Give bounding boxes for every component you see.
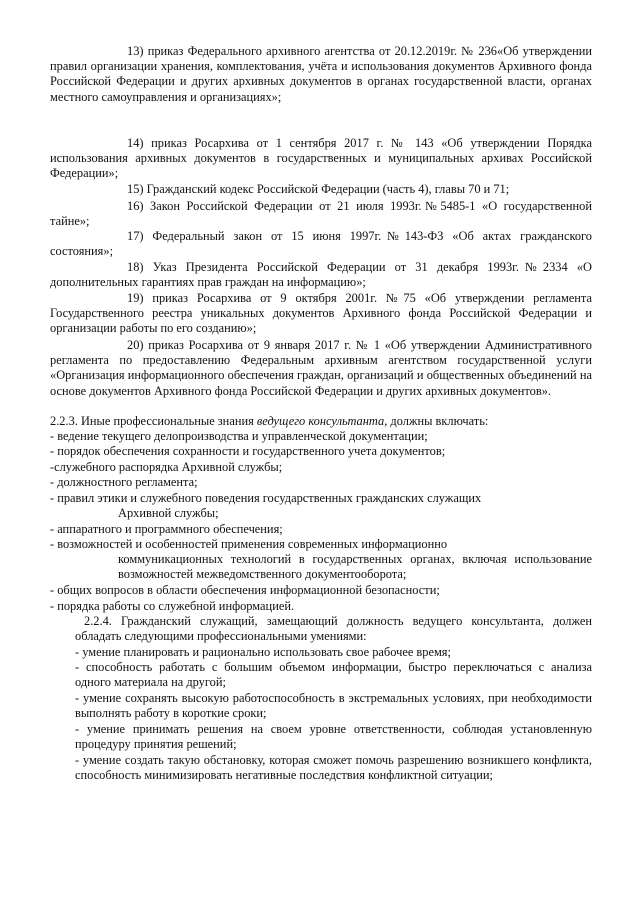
list-item-16: 16) Закон Российской Федерации от 21 июля 1993г.№5485-1 «О государственной тайне»; [50, 199, 592, 229]
knowledge-item-3: -служебного распорядка Архивной службы; [50, 460, 283, 474]
section-223-tail: должны включать: [387, 414, 489, 428]
skill-item-2: - способность работать с большим объемом информации, быстро переключаться с анализа одного материала на другой; [75, 660, 592, 690]
section-223-heading [50, 414, 592, 429]
list-item-20: 20) приказ Росархива от 9 января 2017 г. № 1 «Об утверждении Административного регламента по предоставлению Федеральным архивным агентством государственной услуги «Организация информационного обеспечения граждан, организаций и общественных объединений на основе документов Архивного фонда Российской Федерации и других архивных документов». [50, 338, 592, 398]
skill-item-1: - умение планировать и рационально использовать свое рабочее время; [75, 645, 451, 659]
knowledge-item-1: - ведение текущего делопроизводства и управленческой документации; [50, 429, 428, 443]
knowledge-item-5 [50, 491, 592, 521]
skill-item-3: - умение сохранять высокую работоспособность в экстремальных условиях, при необходимости выполнять работу в короткие сроки; [75, 691, 592, 721]
list-item-13: 13) приказ Федерального архивного агентства от 20.12.2019г. № 236«Об утверждении правил организации хранения, комплектования, учёта и использования документов Архивного фонда Российской Федерации и других архивных документов в органах государственной власти, органах местного самоуправления и организациях»; [50, 44, 592, 104]
role-title: ведущего консультанта, [256, 414, 388, 428]
knowledge-item-4: - должностного регламента; [50, 475, 198, 489]
list-item-17: 17) Федеральный закон от 15 июня 1997г.№143-ФЗ «Об актах гражданского состояния»; [50, 229, 592, 259]
knowledge-item-5-cont: Архивной службы; [118, 506, 219, 521]
knowledge-item-7 [50, 537, 592, 583]
list-item-14: 14) приказ Росархива от 1 сентября 2017 г. № 143 «Об утверждении Порядка использования архивных документов в государственных и муниципальных архивах Российской Федерации»; [50, 136, 592, 181]
list-item-19: 19) приказ Росархива от 9 октября 2001г. №75 «Об утверждении регламента Государственного реестра уникальных документов Архивного фонда Российской Федерации и организации работы по его созданию»; [50, 291, 592, 336]
skill-item-4: - умение принимать решения на своем уровне ответственности, соблюдая установленную процедуру принятия решений; [75, 722, 592, 752]
skill-item-5: - умение создать такую обстановку, которая сможет помочь разрешению возникшего конфликта, способность минимизировать негативные последствия конфликтной ситуации; [75, 753, 592, 783]
list-item-15: 15) Гражданский кодекс Российской Федерации (часть 4), главы 70 и 71; [127, 182, 510, 196]
section-224-intro: 2.2.4. Гражданский служащий, замещающий должность ведущего консультанта, должен обладать следующими профессиональными умениями: [75, 614, 592, 644]
knowledge-item-5-lead: - правил этики и служебного поведения государственных гражданских служащих [50, 491, 482, 505]
section-223-lead: 2.2.3. Иные профессиональные знания [50, 414, 257, 428]
list-item-18: 18) Указ Президента Российской Федерации от 31 декабря 1993г.№2334 «О дополнительных гарантиях прав граждан на информацию»; [50, 260, 592, 290]
knowledge-item-6: - аппаратного и программного обеспечения; [50, 522, 283, 536]
knowledge-item-7-lead: - возможностей и особенностей применения современных информационно [50, 537, 448, 551]
knowledge-item-9: - порядка работы со служебной информацией. [50, 599, 295, 613]
knowledge-item-8: - общих вопросов в области обеспечения информационной безопасности; [50, 583, 440, 597]
knowledge-item-2: - порядок обеспечения сохранности и государственного учета документов; [50, 444, 446, 458]
knowledge-item-7-cont: коммуникационных технологий в государственных органах, включая использование возможностей межведомственного документооборота; [118, 552, 592, 582]
